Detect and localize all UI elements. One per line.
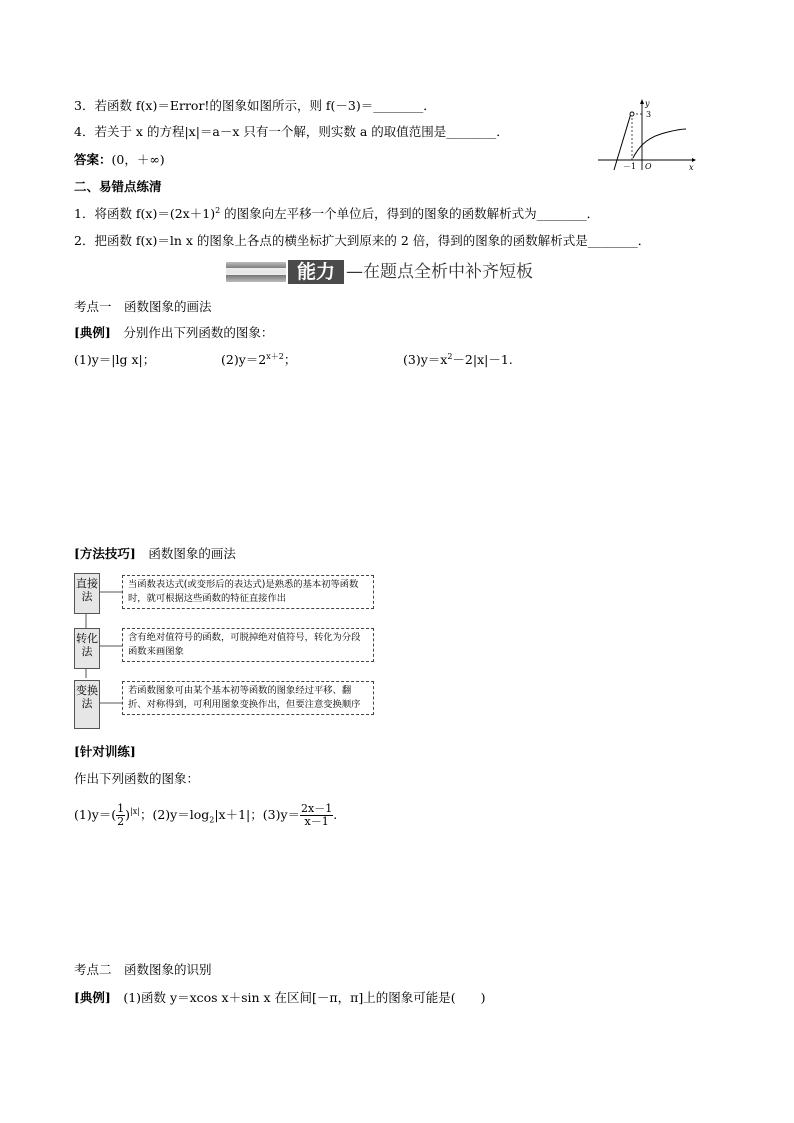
error-item-2: 2．把函数 f(x)＝ln x 的图象上各点的横坐标扩大到原来的 2 倍，得到的图象的函数解析式是________． [74,233,651,248]
banner-bar-highlight [226,268,286,275]
error-item-1-exponent: 2 [215,205,221,215]
example-2-label: [典例] [74,990,111,1005]
example-1-part-2 [221,352,296,368]
x-axis-label: x [689,163,694,172]
method-name-transform: 变换法 [74,680,100,729]
banner-subtitle: —在题点全析中补齐短板 [346,262,533,282]
method-desc-convert: 含有绝对值符号的函数，可脱掉绝对值符号，转化为分段函数来画图象 [122,628,374,662]
practice-1-paren: ) [125,807,131,822]
practice-3-numerator: 2x－1 [301,802,333,815]
practice-3-end: . [333,807,338,822]
answer-value: (0，＋∞) [111,152,165,167]
practice-3-denominator: x－1 [304,815,329,828]
origin-label: O [645,162,652,171]
answer-line [74,152,165,168]
practice-1-numerator: 1 [117,802,125,815]
example-1-part-3-text: (3)y＝x [403,352,448,367]
example-1-part-2-exponent: x＋2 [266,351,284,361]
topic-1-heading: 考点一 函数图象的画法 [74,299,212,314]
practice-items [74,800,337,830]
practice-2-log-base: 2 [209,815,215,825]
method-name-convert: 转化法 [74,628,100,669]
example-1-part-2-text: (2)y＝2 [221,352,267,367]
answer-label: 答案： [74,152,112,167]
method-desc-transform: 若函数图象可由某个基本初等函数的图象经过平移、翻折、对称得到，可利用图象变换作出，但要注意变换顺序 [122,681,374,715]
x-tick-label: －1 [623,162,637,171]
example-1-part-3-exponent: 2 [447,351,453,361]
error-item-1 [74,206,599,222]
method-desc-direct: 当函数表达式(或变形后的表达式)是熟悉的基本初等函数时，就可根据这些函数的特征直接作出 [122,575,374,609]
y-axis-label: y [645,99,650,108]
practice-text: 作出下列函数的图象： [74,771,200,786]
example-1-part-1: (1)y＝|lg x|； [74,352,156,367]
practice-1-text: (1)y＝( [74,807,117,822]
practice-1-denominator: 2 [117,815,125,828]
question-4: 4．若关于 x 的方程|x|＝a－x 只有一个解，则实数 a 的取值范围是________． [74,124,509,139]
curve-piece [633,129,686,158]
practice-1-fraction [116,803,125,828]
error-item-1-rest: 的图象向左平移一个单位后，得到的图象的函数解析式为________． [220,206,600,221]
example-1-label: [典例] [74,325,111,340]
topic-2-heading: 考点二 函数图象的识别 [74,962,212,977]
open-endpoint [630,112,634,116]
question-3: 3．若函数 f(x)＝Error!的图象如图所示，则 f(－3)＝________． [74,98,436,113]
ability-banner [226,259,566,285]
y-tick-label: 3 [646,110,652,119]
practice-label: [针对训练] [74,744,136,759]
method-title: 函数图象的画法 [135,546,236,561]
method-heading [74,546,236,562]
method-label: [方法技巧] [74,546,136,561]
practice-2-text: ；(2)y＝log [139,807,210,822]
banner-title: 能力 [288,260,344,284]
practice-3-text: |x＋1|；(3)y＝ [214,807,301,822]
practice-1-exponent: |x| [130,806,140,816]
y-axis-arrow [640,99,644,104]
example-2-text: (1)函数 y＝xcos x＋sin x 在区间[－π，π]上的图象可能是( ) [110,990,486,1005]
example-1-part-3-rest: －2|x|－1. [452,352,513,367]
error-item-1-text: 1．将函数 f(x)＝(2x＋1) [74,206,216,221]
section-heading-errors: 二、易错点练清 [74,179,162,194]
x-axis-arrow [692,158,696,162]
example-2 [74,990,486,1006]
practice-3-fraction [300,803,333,828]
example-1-text: 分别作出下列函数的图象： [110,325,274,340]
function-graph [596,96,698,172]
method-name-direct: 直接法 [74,573,100,614]
example-1-part-3 [403,352,513,368]
example-1 [74,325,273,341]
example-1-part-2-rest: ； [283,352,297,367]
